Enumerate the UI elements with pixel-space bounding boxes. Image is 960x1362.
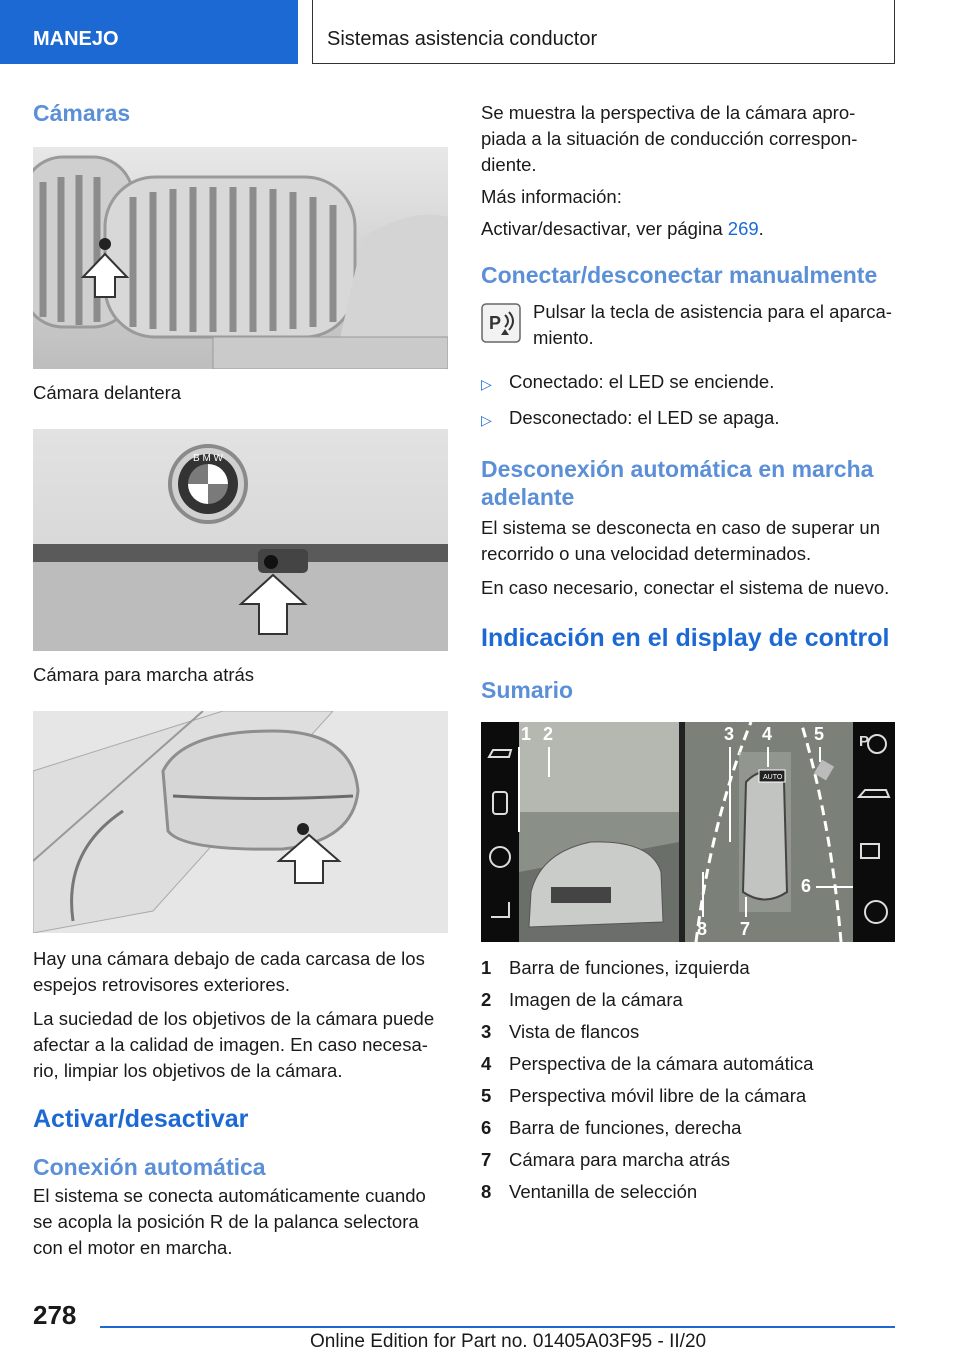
legend-text: Cámara para marcha atrás <box>509 1149 731 1170</box>
legend-number: 4 <box>481 1053 492 1074</box>
bullet-on-text: Conectado: el LED se enciende. <box>509 371 775 392</box>
legend-text: Barra de funciones, izquierda <box>509 957 750 978</box>
footer-edition: Online Edition for Part no. 01405A03F95 - II/20 <box>310 1331 707 1352</box>
callout-3: 3 <box>724 724 735 744</box>
bullet-off <box>481 405 895 433</box>
legend-item <box>481 1144 895 1176</box>
heading-auto-connect: Conexión automática <box>33 1154 266 1180</box>
left-column <box>33 100 448 1261</box>
heading-auto-off: Desconexión automática en marcha adelante <box>481 456 874 510</box>
legend-item <box>481 1080 895 1112</box>
callout-1: 1 <box>521 724 532 744</box>
heading-display: Indicación en el display de control <box>481 624 890 652</box>
paragraph-press: Pulsar la tecla de asistencia para el aparca‐miento. <box>533 301 892 348</box>
legend-text: Ventanilla de selección <box>509 1181 698 1202</box>
rear-trunk-illustration <box>33 429 448 651</box>
rear-camera-figure <box>33 429 448 651</box>
callout-2: 2 <box>543 724 554 744</box>
side-mirror-illustration <box>33 711 448 933</box>
caption-front: Cámara delantera <box>33 382 182 403</box>
callout-8: 8 <box>697 919 708 939</box>
paragraph-auto-off: El sistema se desconecta en caso de superar un recorrido o una velocidad determinados. <box>481 517 881 564</box>
legend-list <box>481 952 895 1208</box>
legend-number: 5 <box>481 1085 492 1106</box>
legend-text: Imagen de la cámara <box>509 989 683 1010</box>
right-column <box>481 100 895 1208</box>
paragraph-see-page <box>481 216 895 242</box>
heading-summary: Sumario <box>481 677 574 703</box>
control-display-illustration <box>481 722 895 942</box>
paragraph-auto-connect: El sistema se conecta automáticamente cuando se acopla la posición R de la palanca selectora con el motor en marcha. <box>33 1185 426 1258</box>
park-label: P <box>859 733 870 750</box>
heading-cameras: Cámaras <box>33 100 131 126</box>
legend-number: 8 <box>481 1181 492 1202</box>
legend-number: 2 <box>481 989 492 1010</box>
see-page-prefix: Activar/desactivar, ver página <box>481 218 728 239</box>
auto-tag-label: AUTO <box>763 774 783 781</box>
page-link[interactable]: 269 <box>727 218 759 239</box>
paragraph-reconnect: En caso necesario, conectar el sistema de nuevo. <box>481 577 890 598</box>
legend-item <box>481 1016 895 1048</box>
paragraph-mirrors: Hay una cámara debajo de cada carcasa de los espejos retrovisores exteriores. <box>33 948 425 995</box>
footer-divider <box>100 1326 895 1328</box>
legend-text: Perspectiva de la cámara automática <box>509 1053 814 1074</box>
park-assist-button-icon <box>481 303 521 343</box>
legend-number: 7 <box>481 1149 492 1170</box>
legend-item <box>481 1176 895 1208</box>
section-tab <box>0 0 298 64</box>
see-page-suffix: . <box>758 218 764 239</box>
callout-6: 6 <box>801 876 812 896</box>
callout-5: 5 <box>814 724 825 744</box>
legend-item <box>481 952 895 984</box>
park-assist-letter: P <box>489 313 502 333</box>
bullet-on <box>481 369 895 397</box>
legend-number: 6 <box>481 1117 492 1138</box>
caption-rear: Cámara para marcha atrás <box>33 664 255 685</box>
heading-activate: Activar/desactivar <box>33 1105 249 1133</box>
chapter-title: Sistemas asistencia conductor <box>327 28 598 50</box>
press-button-row <box>481 299 895 351</box>
paragraph-perspective: Se muestra la perspectiva de la cámara apro‐piada a la situación de conducción correspon‐diente. <box>481 102 858 175</box>
callout-7: 7 <box>740 919 751 939</box>
legend-item <box>481 1048 895 1080</box>
section-title: MANEJO <box>33 28 119 50</box>
heading-manual: Conectar/desconectar manualmente <box>481 262 878 288</box>
callout-4: 4 <box>762 724 773 744</box>
legend-text: Perspectiva móvil libre de la cámara <box>509 1085 807 1106</box>
triangle-bullet-icon: ▷ <box>481 376 492 392</box>
bullet-off-text: Desconectado: el LED se apaga. <box>509 407 780 428</box>
bmw-logo-text: B M W <box>193 453 223 464</box>
mirror-camera-figure <box>33 711 448 933</box>
legend-item <box>481 1112 895 1144</box>
legend-number: 1 <box>481 957 492 978</box>
chapter-tab <box>312 0 895 64</box>
page-number: 278 <box>33 1300 77 1330</box>
legend-text: Barra de funciones, derecha <box>509 1117 742 1138</box>
legend-text: Vista de flancos <box>509 1021 640 1042</box>
triangle-bullet-icon: ▷ <box>481 412 492 428</box>
legend-item <box>481 984 895 1016</box>
display-screenshot-figure <box>481 722 895 942</box>
front-camera-figure <box>33 147 448 369</box>
front-grille-illustration <box>33 147 448 369</box>
paragraph-more-info: Más información: <box>481 186 622 207</box>
paragraph-dirt: La suciedad de los objetivos de la cámara puede afectar a la calidad de imagen. En caso necesa‐rio, limpiar los objetivos de la cámara. <box>33 1008 435 1081</box>
legend-number: 3 <box>481 1021 492 1042</box>
